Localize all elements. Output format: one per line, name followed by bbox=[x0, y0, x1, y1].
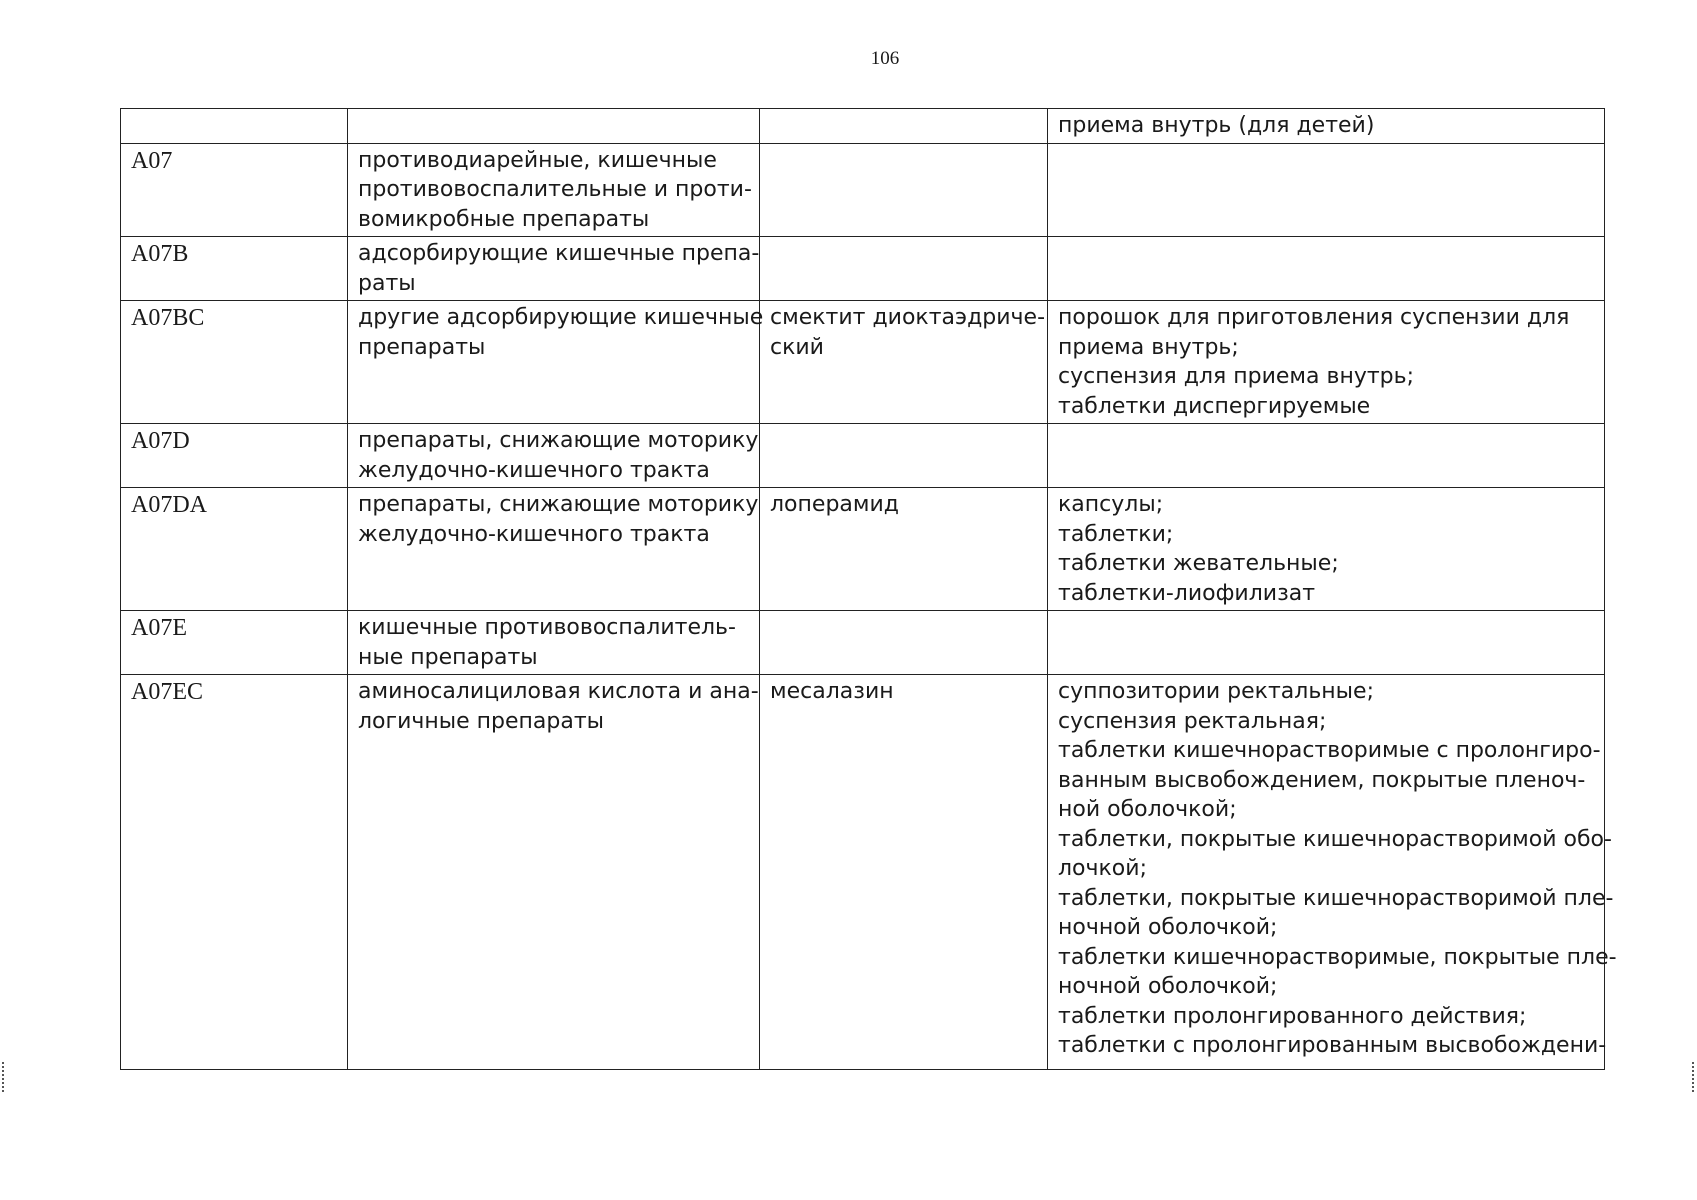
dosage-form-cell bbox=[1048, 109, 1605, 144]
group-name-line: желудочно-кишечного тракта bbox=[358, 521, 710, 547]
dosage-form-cell bbox=[1048, 488, 1605, 611]
drug-name-line: лоперамид bbox=[770, 492, 899, 517]
group-name-line: желудочно-кишечного тракта bbox=[358, 457, 710, 483]
group-name-line: адсорбирующие кишечные препа- bbox=[358, 241, 760, 266]
dosage-form-line: приема внутрь (для детей) bbox=[1058, 113, 1375, 138]
dosage-form-cell bbox=[1048, 237, 1605, 301]
page-number: 106 bbox=[870, 48, 900, 69]
drug-name-cell bbox=[760, 109, 1048, 144]
dosage-form-line: капсулы; bbox=[1058, 492, 1164, 517]
drug-name-line: месалазин bbox=[770, 679, 894, 704]
group-name-cell bbox=[348, 301, 764, 424]
dosage-form-line: приема внутрь; bbox=[1058, 334, 1239, 360]
drug-name-cell bbox=[760, 611, 1048, 675]
group-name-line: препараты, снижающие моторику bbox=[358, 428, 759, 453]
drug-name-cell bbox=[760, 675, 1048, 1070]
drug-table bbox=[120, 108, 1617, 1070]
group-name-cell bbox=[348, 675, 760, 1070]
dosage-form-line: таблетки кишечнорастворимые с пролонгиро- bbox=[1058, 738, 1601, 763]
left-edge-mark bbox=[2, 1062, 7, 1092]
table-row bbox=[121, 143, 1605, 237]
group-name-line: препараты bbox=[358, 334, 486, 360]
table-row bbox=[121, 424, 1605, 488]
right-edge-mark bbox=[1692, 1062, 1697, 1092]
drug-name-cell bbox=[760, 301, 1048, 424]
dosage-form-cell bbox=[1048, 143, 1605, 237]
dosage-form-line: таблетки, покрытые кишечнорастворимой пле- bbox=[1058, 885, 1614, 911]
table-row bbox=[121, 611, 1605, 675]
table-body bbox=[121, 109, 1617, 1070]
dosage-form-cell bbox=[1048, 424, 1605, 488]
table-row bbox=[121, 237, 1605, 301]
dosage-form-line: суспензия ректальная; bbox=[1058, 708, 1327, 734]
atc-code-cell bbox=[121, 424, 348, 488]
dosage-form-cell bbox=[1048, 611, 1605, 675]
dosage-form-line: таблетки, покрытые кишечнорастворимой обо- bbox=[1058, 826, 1612, 852]
group-name-cell bbox=[348, 109, 760, 144]
dosage-form-line: таблетки пролонгированного действия; bbox=[1058, 1003, 1527, 1029]
group-name-cell bbox=[348, 424, 760, 488]
atc-code-cell bbox=[121, 109, 348, 144]
group-name-line: ные препараты bbox=[358, 644, 538, 670]
drug-name-cell bbox=[760, 143, 1048, 237]
group-name-line: вомикробные препараты bbox=[358, 206, 650, 232]
group-name-line: препараты, снижающие моторику bbox=[358, 492, 759, 517]
dosage-form-line: суппозитории ректальные; bbox=[1058, 679, 1374, 704]
dosage-form-line: таблетки-лиофилизат bbox=[1058, 580, 1316, 606]
atc-code: A07BC bbox=[131, 305, 205, 331]
drug-name-cell bbox=[760, 424, 1048, 488]
atc-code: A07EC bbox=[131, 679, 203, 705]
atc-code: A07B bbox=[131, 241, 189, 267]
dosage-form-line: порошок для приготовления суспензии для bbox=[1058, 305, 1570, 330]
group-name-line: аминосалициловая кислота и ана- bbox=[358, 679, 759, 704]
table-row bbox=[121, 301, 1605, 424]
dosage-form-line: ночной оболочкой; bbox=[1058, 915, 1278, 940]
group-name-cell bbox=[348, 143, 760, 237]
group-name-cell bbox=[348, 488, 760, 611]
atc-code: A07E bbox=[131, 615, 187, 641]
dosage-form-line: ванным высвобождением, покрытые пленоч- bbox=[1058, 767, 1586, 793]
table-row bbox=[121, 109, 1605, 144]
dosage-form-line: таблетки; bbox=[1058, 521, 1174, 547]
drug-name-line: смектит диоктаэдриче- bbox=[770, 305, 1046, 330]
group-name-line: кишечные противовоспалитель- bbox=[358, 615, 736, 640]
atc-code-cell bbox=[121, 301, 348, 424]
atc-code-cell bbox=[121, 143, 348, 237]
atc-code: A07D bbox=[131, 428, 190, 454]
dosage-form-line: ночной оболочкой; bbox=[1058, 974, 1278, 999]
group-name-line: другие адсорбирующие кишечные bbox=[358, 305, 764, 330]
dosage-form-line: таблетки с пролонгированным высвобождени- bbox=[1058, 1033, 1607, 1058]
atc-code: A07DA bbox=[131, 492, 207, 518]
dosage-form-line: ной оболочкой; bbox=[1058, 797, 1237, 822]
dosage-form-line: таблетки диспергируемые bbox=[1058, 393, 1371, 419]
atc-code: A07 bbox=[131, 147, 173, 174]
dosage-form-line: таблетки жевательные; bbox=[1058, 551, 1339, 576]
table-row bbox=[121, 488, 1605, 611]
table-row bbox=[121, 675, 1605, 1070]
dosage-form-line: таблетки кишечнорастворимые, покрытые пле- bbox=[1058, 944, 1617, 970]
dosage-form-cell bbox=[1048, 301, 1605, 424]
group-name-cell bbox=[348, 237, 760, 301]
dosage-form-line: лочкой; bbox=[1058, 856, 1147, 881]
group-name-line: противодиарейные, кишечные bbox=[358, 147, 717, 173]
drug-name-cell bbox=[760, 237, 1048, 301]
dosage-form-line: суспензия для приема внутрь; bbox=[1058, 364, 1415, 389]
atc-code-cell bbox=[121, 488, 348, 611]
drug-name-line: ский bbox=[770, 334, 824, 360]
group-name-cell bbox=[348, 611, 760, 675]
atc-code-cell bbox=[121, 237, 348, 301]
group-name-line: противовоспалительные и проти- bbox=[358, 177, 752, 202]
atc-code-cell bbox=[121, 611, 348, 675]
group-name-line: раты bbox=[358, 270, 416, 296]
drug-name-cell bbox=[760, 488, 1048, 611]
atc-code-cell bbox=[121, 675, 348, 1070]
dosage-form-cell bbox=[1048, 675, 1617, 1070]
group-name-line: логичные препараты bbox=[358, 708, 605, 734]
